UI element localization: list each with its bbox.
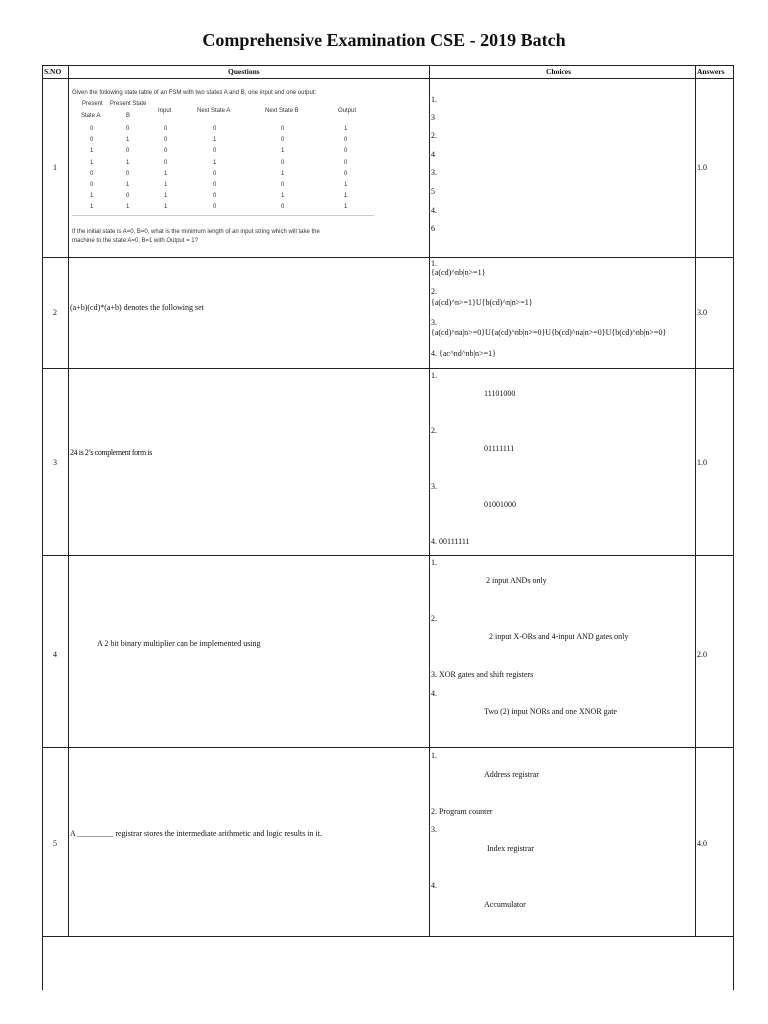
q1-table-cell: 0 [213,148,217,155]
q1-table-cell: 0 [126,148,130,155]
q5-choice-4-value: Accumulator [484,900,526,909]
q1-table-cell: 1 [281,170,285,177]
q3-choice-1-value: 11101000 [484,389,516,398]
q2-choice-3-label: 3. [431,318,437,327]
q1-th-output: Output [338,108,357,114]
q4-choice-1-value: 2 input ANDs only [486,576,547,585]
q1-th-present-a-1: Present [82,101,103,107]
q5-choice-3-value: Index registrar [487,844,534,853]
q1-table-cell: 1 [213,159,217,166]
q1-table-cell: 0 [281,204,285,211]
q2-choice-4: 4. {ac^nd^nb|n>=1} [431,349,496,358]
q1-table-cell: 0 [344,137,348,144]
q1-table-cell: 0 [213,193,217,200]
q5-choice-3-label: 3. [431,825,437,834]
q1-th-present-b-1: Present State [110,101,147,107]
q1-table-cell: 0 [164,137,168,144]
q1-table-cell: 1 [126,137,130,144]
q3-choice-3-label: 3. [431,482,437,491]
q3-choice-1-label: 1. [431,371,437,380]
q1-table-cell: 0 [213,204,217,211]
row-divider [42,368,734,369]
q1-table-cell: 1 [281,148,285,155]
q1-table-cell: 0 [164,159,168,166]
q1-table-cell: 1 [344,193,348,200]
column-divider [429,65,430,937]
q1-intro: Given the following state table of an FSM with two states A and B, one input and one output: [72,90,317,96]
q1-table-cell: 1 [344,204,348,211]
q1-table-cell: 1 [164,193,168,200]
q1-table-cell: 0 [281,126,285,132]
q1-fsm-state-table [72,89,377,255]
q1-table-cell: 0 [164,148,168,155]
q1-table-cell: 1 [344,182,348,188]
q4-choice-2-value: 2 input X-ORs and 4-input AND gates only [489,632,629,641]
header-sno: S.NO [44,67,62,76]
q5-choice-1-value: Address registrar [484,770,539,779]
q1-choice-2-value: 4 [431,150,435,159]
table-border-left [42,65,43,990]
q1-table-cell: 1 [90,204,94,211]
table-border-right [733,65,734,990]
q3-sno: 3 [53,458,57,467]
q1-table-cell: 1 [126,159,130,166]
q1-table-cell: 0 [90,182,94,188]
q1-table-cell: 0 [281,182,285,188]
q1-table-cell: 1 [90,148,94,155]
q5-choice-1-label: 1. [431,751,437,760]
q4-choice-1-label: 1. [431,558,437,567]
q4-question: A 2 bit binary multiplier can be implemented using [97,639,261,648]
q1-table-cell: 1 [164,204,168,211]
q4-choice-2-label: 2. [431,614,437,623]
q1-table-cell: 0 [90,137,94,144]
q1-choice-1-label: 1. [431,95,437,104]
q2-choice-1-value: {a(cd)^nb|n>=1} [431,268,486,277]
q3-choice-4: 4. 00111111 [431,537,470,546]
q2-sno: 2 [53,308,57,317]
q2-choice-1-label: 1. [431,259,437,268]
q1-choice-1-value: 3 [431,113,435,122]
column-divider [68,65,69,937]
q1-choice-3-value: 5 [431,187,435,196]
column-divider [695,65,696,937]
q1-table-cell: 0 [213,126,217,132]
q1-table-cell: 0 [213,182,217,188]
q3-answer: 1.0 [697,458,707,467]
q1-th-input: Input [158,108,172,114]
page-title: Comprehensive Examination CSE - 2019 Batch [202,30,566,50]
q1-table-cell: 1 [90,193,94,200]
header-choices: Choices [546,67,571,76]
q1-table-cell: 1 [90,159,94,166]
q1-th-next-b: Next State B [265,108,299,114]
q1-th-present-a-2: State A [81,113,101,119]
q1-table-cell: 0 [281,137,285,144]
q1-question-line2: machine to the state A=0, B=1 with Output = 1? [72,238,198,244]
q1-th-present-b-2: B [126,113,131,119]
row-divider [42,936,734,937]
q1-table-cell: 1 [126,204,130,211]
q5-choice-2: 2. Program counter [431,807,493,816]
q1-table-cell: 0 [344,159,348,166]
row-divider [42,555,734,556]
q1-choice-4-label: 4. [431,206,437,215]
q1-table-cell: 0 [344,170,348,177]
q2-answer: 3.0 [697,308,707,317]
q3-choice-2-value: 01111111 [484,444,515,453]
q4-choice-4-value: Two (2) input NORs and one XNOR gate [484,707,617,716]
q3-choice-3-value: 01001000 [484,500,516,509]
q1-table-cell: 1 [164,170,168,177]
q1-table-cell: 1 [126,182,130,188]
q1-table-cell: 1 [213,137,217,144]
q3-question: 24 is 2’s complement form is [70,448,152,457]
q1-choice-2-label: 2. [431,131,437,140]
q1-table-cell: 0 [281,159,285,166]
q2-choice-2-value: {a(cd)^n>=1}U{b(cd)^n|n>=1} [431,298,533,307]
q1-sno: 1 [53,163,57,172]
header-divider [42,78,734,79]
q1-table-cell: 0 [90,170,94,177]
q1-table-cell: 1 [164,182,168,188]
header-answers: Answers [697,67,725,76]
q5-sno: 5 [53,839,57,848]
q1-table-cell: 0 [90,126,94,132]
q1-table-cell: 0 [344,148,348,155]
row-divider [42,257,734,258]
q2-question: (a+b)(cd)*(a+b) denotes the following set [70,303,204,312]
q4-sno: 4 [53,650,57,659]
q1-table-cell: 0 [126,126,130,132]
q3-choice-2-label: 2. [431,426,437,435]
row-divider [42,747,734,748]
table-border-top [42,65,734,66]
q1-table-cell: 1 [281,193,285,200]
q4-choice-4-label: 4. [431,689,437,698]
q1-table-bottom-rule [72,215,374,216]
q1-answer: 1.0 [697,163,707,172]
q4-answer: 2.0 [697,650,707,659]
q2-choice-2-label: 2. [431,287,437,296]
q1-table-cell: 0 [126,193,130,200]
q4-choice-3: 3. XOR gates and shift registers [431,670,534,679]
q1-table-cell: 0 [126,170,130,177]
q1-table-cell: 1 [344,126,348,132]
q1-th-next-a: Next State A [197,108,231,114]
q5-answer: 4.0 [697,839,707,848]
q1-choice-3-label: 3. [431,168,437,177]
q1-table-cell: 0 [213,170,217,177]
q5-choice-4-label: 4. [431,881,437,890]
q2-choice-3-value: {a(cd)^na|n>=0}U{a(cd)^nb|n>=0}U{b(cd)^na|n>=0}U{b(cd)^nb|n>=0} [431,328,667,337]
q5-question: A _________ registrar stores the intermediate arithmetic and logic results in it. [70,829,322,838]
q1-choice-4-value: 6 [431,224,435,233]
q1-table-cell: 0 [164,126,168,132]
header-questions: Questions [228,67,260,76]
q1-question-line1: If the initial state is A=0, B=0, what is the minimum length of an input string which will take the [72,229,320,235]
